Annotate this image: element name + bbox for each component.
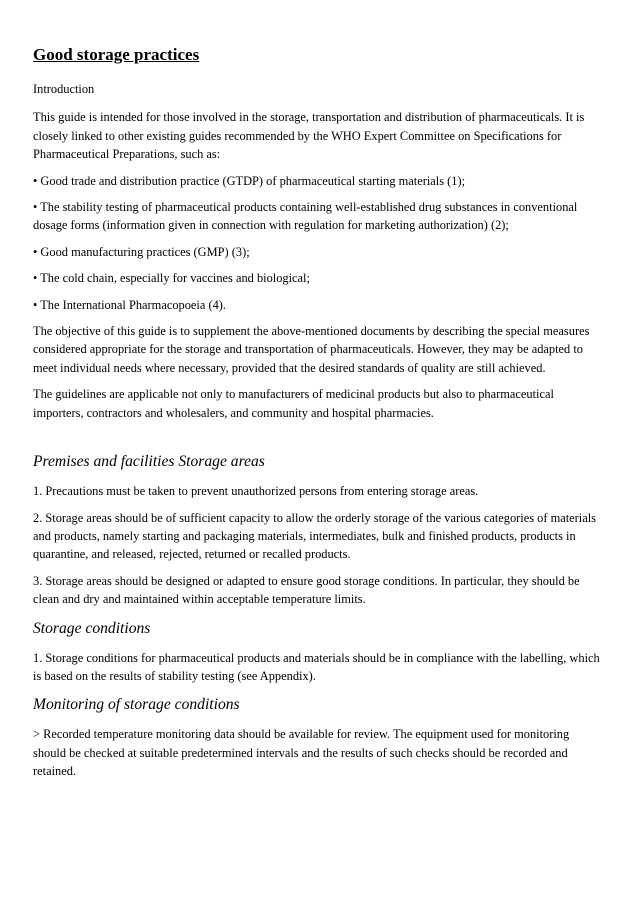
bullet-gtdp: • Good trade and distribution practice (GTDP) of pharmaceutical starting materials (1); [33, 173, 466, 188]
bullet-stability-testing: • The stability testing of pharmaceutical products containing well-established drug substances in conventional dosage forms (information given in connection with regulation for marketing authorization) (2); [33, 200, 578, 233]
section-heading-monitoring: Monitoring of storage conditions [33, 696, 240, 714]
bullet-pharmacopoeia: • The International Pharmacopoeia (4). [33, 297, 226, 312]
premises-item-2: 2. Storage areas should be of sufficient capacity to allow the orderly storage of the various categories of materials and products, namely starting and packaging materials, intermediates, bulk and finished products, products in quarantine, and released, rejected, returned or recalled products. [33, 510, 597, 562]
section-heading-storage-conditions: Storage conditions [33, 619, 151, 637]
bullet-gmp: • Good manufacturing practices (GMP) (3); [33, 244, 250, 259]
premises-item-3: 3. Storage areas should be designed or adapted to ensure good storage conditions. In particular, they should be clean and dry and maintained within acceptable temperature limits. [33, 573, 580, 607]
section-heading-premises: Premises and facilities Storage areas [33, 453, 265, 471]
document-title: Good storage practices [33, 45, 200, 64]
applicability-paragraph: The guidelines are applicable not only to manufacturers of medicinal products but also to pharmaceutical importers, contractors and wholesalers, and community and hospital pharmacies. [33, 387, 554, 420]
section-spacer [33, 430, 605, 452]
monitoring-item-1: > Recorded temperature monitoring data should be available for review. The equipment used for monitoring should be checked at suitable predetermined intervals and the results of such checks should be recorded and retained. [33, 727, 570, 779]
conditions-item-1: 1. Storage conditions for pharmaceutical products and materials should be in compliance with the labelling, which is based on the results of stability testing (see Appendix). [33, 650, 600, 683]
intro-heading: Introduction [33, 82, 95, 96]
intro-paragraph: This guide is intended for those involved in the storage, transportation and distribution of pharmaceuticals. It is closely linked to other existing guides recommended by the WHO Expert Committee on Specifications for Pharmaceutical Preparations, such as: [33, 110, 585, 162]
document-page [33, 44, 605, 789]
premises-item-1: 1. Precautions must be taken to prevent unauthorized persons from entering storage areas. [33, 484, 479, 499]
bullet-cold-chain: • The cold chain, especially for vaccines and biological; [33, 271, 310, 286]
objective-paragraph: The objective of this guide is to supplement the above-mentioned documents by describing the special measures considered appropriate for the storage and transportation of pharmaceuticals. However, they may be adapted to meet individual needs where necessary, provided that the desired standards of quality are still achieved. [33, 324, 590, 375]
